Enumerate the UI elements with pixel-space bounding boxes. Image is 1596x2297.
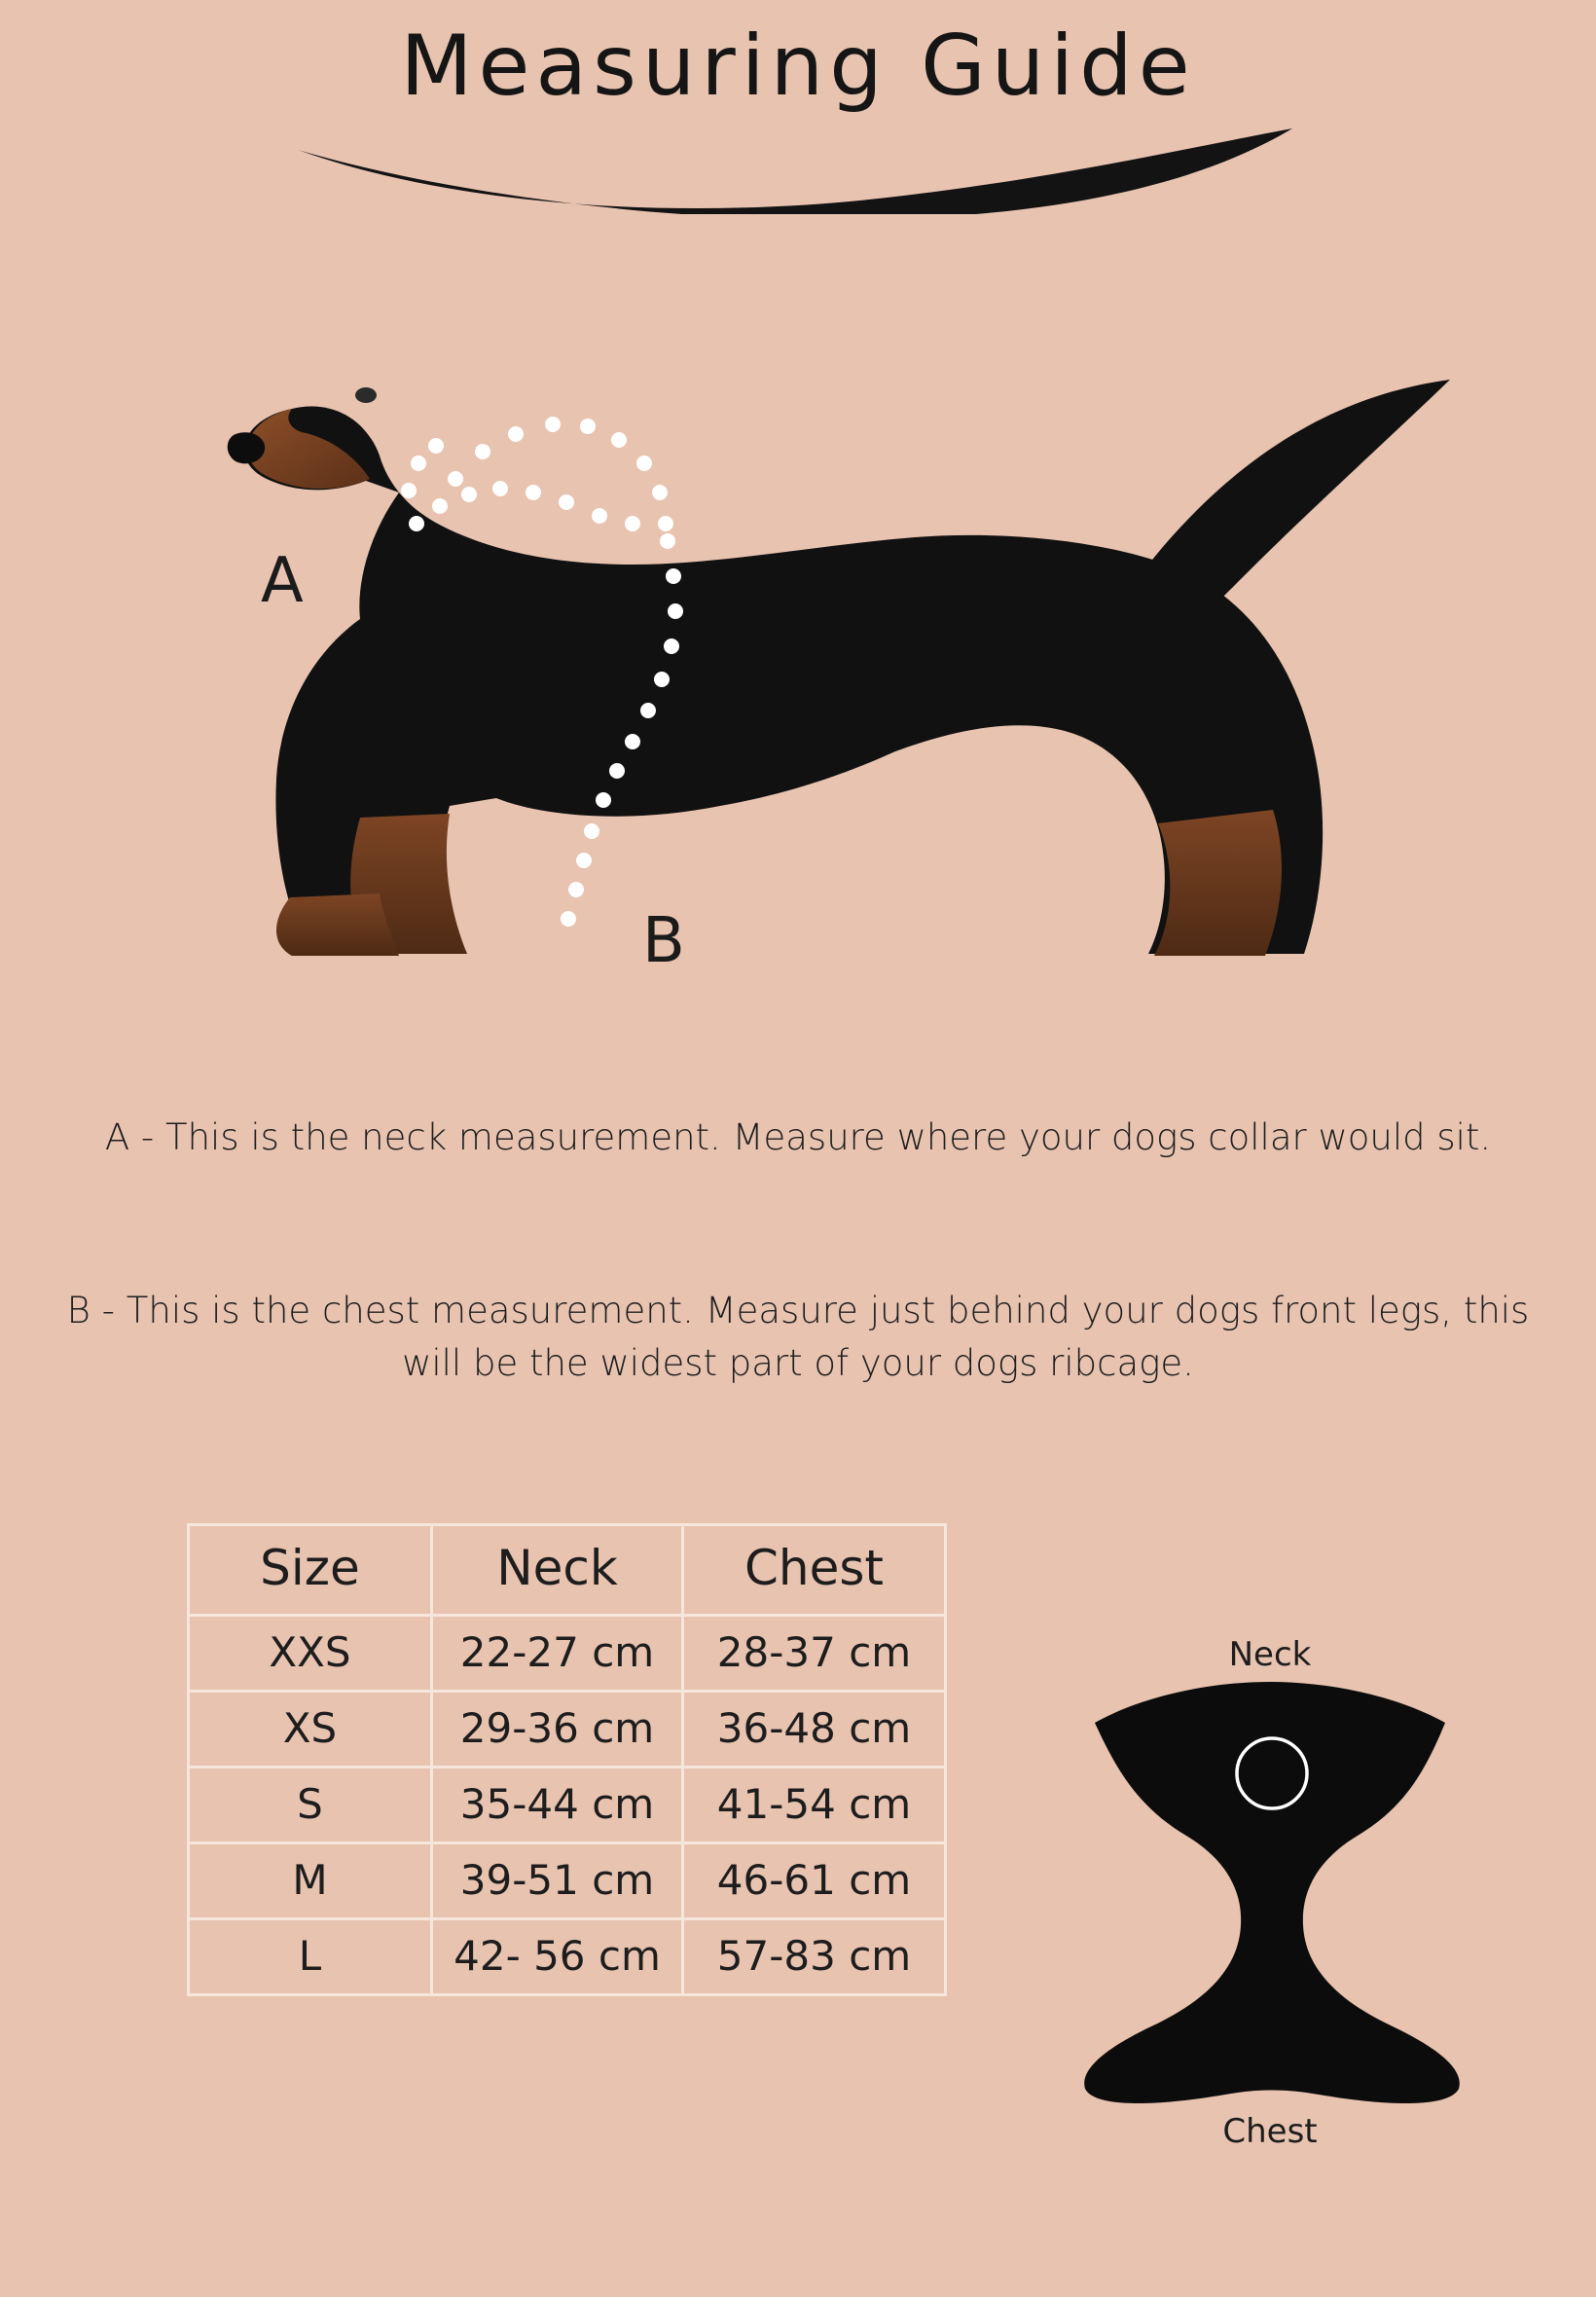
cell-size: XXS	[189, 1616, 432, 1692]
table-row	[189, 1843, 946, 1919]
measurement-label-b: B	[642, 905, 685, 977]
table-row	[189, 1768, 946, 1843]
cell-chest: 57-83 cm	[683, 1919, 946, 1995]
cell-neck: 42- 56 cm	[432, 1919, 683, 1995]
cell-neck: 39-51 cm	[432, 1843, 683, 1919]
cell-chest: 41-54 cm	[683, 1768, 946, 1843]
instruction-neck: A - This is the neck measurement. Measure where your dogs collar would sit.	[104, 1116, 1492, 1158]
column-header-chest: Chest	[683, 1525, 946, 1616]
harness-shape	[1036, 1680, 1504, 2108]
cell-chest: 36-48 cm	[683, 1692, 946, 1768]
cell-chest: 28-37 cm	[683, 1616, 946, 1692]
cell-size: XS	[189, 1692, 432, 1768]
cell-neck: 22-27 cm	[432, 1616, 683, 1692]
column-header-size: Size	[189, 1525, 432, 1616]
cell-chest: 46-61 cm	[683, 1843, 946, 1919]
harness-chest-label: Chest	[1222, 2112, 1318, 2151]
harness-diagram	[1036, 1635, 1504, 2151]
cell-neck: 29-36 cm	[432, 1692, 683, 1768]
table-row	[189, 1616, 946, 1692]
instruction-chest: B - This is the chest measurement. Measure just behind your dogs front legs, this will be the widest part of your dogs ribcage.	[66, 1290, 1530, 1384]
title-swoosh-decoration	[292, 127, 1324, 214]
cell-neck: 35-44 cm	[432, 1768, 683, 1843]
column-header-neck: Neck	[432, 1525, 683, 1616]
measurement-label-a: A	[261, 545, 304, 617]
cell-size: M	[189, 1843, 432, 1919]
cell-size: L	[189, 1919, 432, 1995]
table-row	[189, 1919, 946, 1995]
harness-neck-label: Neck	[1228, 1635, 1312, 1674]
table-header-row	[189, 1525, 946, 1616]
table-row	[189, 1692, 946, 1768]
page-title: Measuring Guide	[400, 18, 1196, 115]
cell-size: S	[189, 1768, 432, 1843]
size-chart-table	[187, 1523, 947, 1996]
dog-illustration	[175, 273, 1538, 1022]
